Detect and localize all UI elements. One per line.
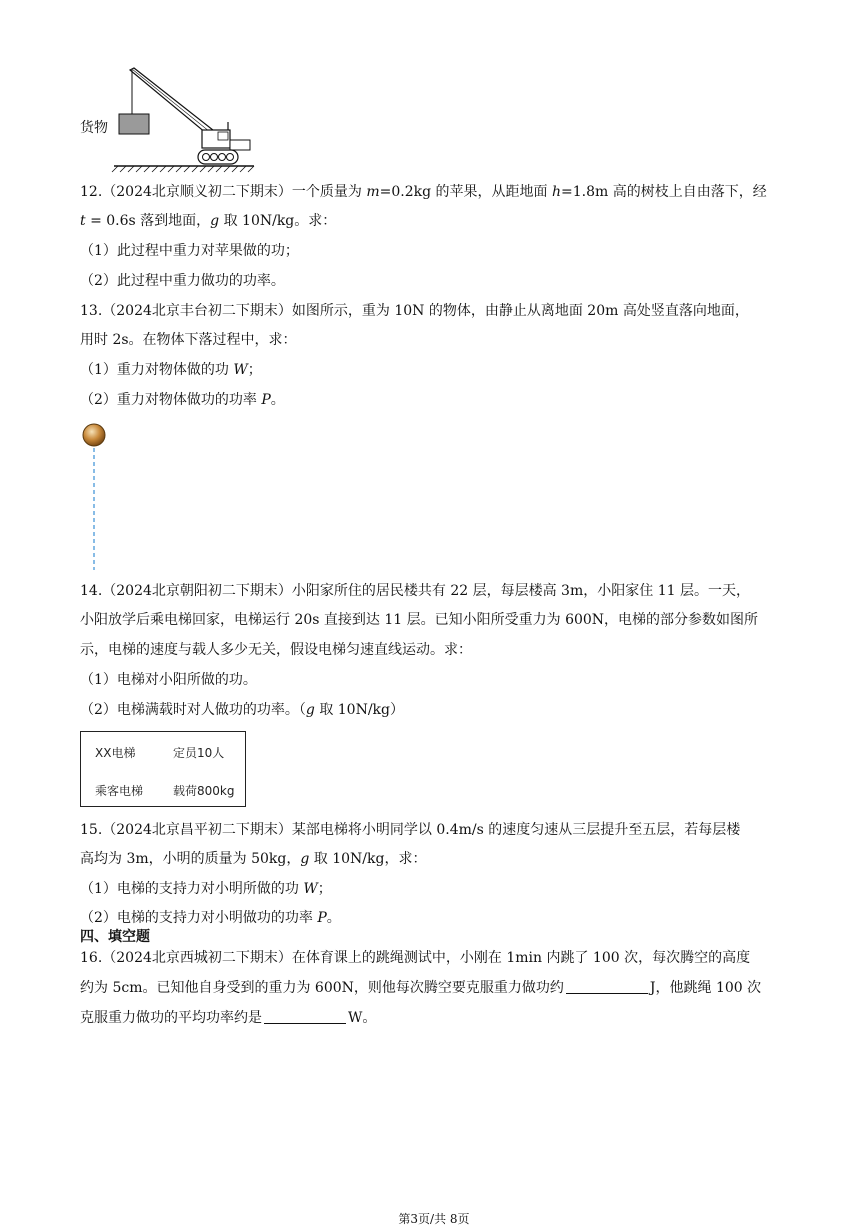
table-cell-capacity: 定员10人	[173, 746, 225, 760]
table-cell-type: 乘客电梯	[95, 784, 144, 798]
q13-sub2: （2）重力对物体做功的功率 P。	[80, 392, 285, 408]
q13-sub1: （1）重力对物体做的功 W；	[80, 362, 262, 378]
answer-blank-work[interactable]	[566, 979, 648, 994]
section-title-fill-in: 四、填空题	[80, 929, 150, 945]
q12-sub1: （1）此过程中重力对苹果做的功；	[80, 243, 299, 259]
ball-drawing	[78, 420, 110, 572]
crane-figure	[78, 64, 258, 174]
q16-line1: 16.（2024北京西城初二下期末）在体育课上的跳绳测试中，小刚在 1min 内跳了 100 次，每次腾空的高度	[80, 950, 751, 966]
cargo-label: 货物	[80, 120, 108, 136]
q14-line2: 小阳放学后乘电梯回家，电梯运行 20s 直接到达 11 层。已知小阳所受重力为 600N，电梯的部分参数如图所	[80, 612, 759, 628]
q15-sub2: （2）电梯的支持力对小明做功的功率 P。	[80, 910, 341, 926]
q15-line2: 高均为 3m，小明的质量为 50kg，g 取 10N/kg，求：	[80, 851, 427, 867]
q12-sub2: （2）此过程中重力做功的功率。	[80, 273, 285, 289]
q13-line1: 13.（2024北京丰台初二下期末）如图所示，重为 10N 的物体，由静止从离地面 20m 高处竖直落向地面，	[80, 303, 749, 319]
q14-line1: 14.（2024北京朝阳初二下期末）小阳家所住的居民楼共有 22 层，每层楼高 3m，小阳家住 11 层。一天，	[80, 583, 750, 599]
q14-line3: 示，电梯的速度与载人多少无关，假设电梯匀速直线运动。求：	[80, 642, 472, 658]
q16-line2: 约为 5cm。已知他自身受到的重力为 600N，则他每次腾空要克服重力做功约 J，他跳绳 100 次	[80, 980, 762, 996]
q13-line2: 用时 2s。在物体下落过程中，求：	[80, 332, 297, 348]
elevator-params-table	[80, 731, 246, 807]
falling-ball-figure	[78, 420, 110, 572]
page-footer: 第3页/共 8页	[398, 1212, 470, 1226]
q12-line1: 12.（2024北京顺义初二下期末）一个质量为 m=0.2kg 的苹果，从距地面 h=1.8m 高的树枝上自由落下，经	[80, 184, 767, 200]
q15-line1: 15.（2024北京昌平初二下期末）某部电梯将小明同学以 0.4m/s 的速度匀速从三层提升至五层，若每层楼	[80, 822, 741, 838]
table-cell-load: 载荷800kg	[173, 784, 235, 798]
table-cell-model: XX电梯	[95, 746, 136, 760]
answer-blank-power[interactable]	[264, 1009, 346, 1024]
q15-sub1: （1）电梯的支持力对小明所做的功 W；	[80, 881, 332, 897]
q14-sub2: （2）电梯满载时对人做功的功率。（g 取 10N/kg）	[80, 702, 405, 718]
q14-sub1: （1）电梯对小阳所做的功。	[80, 672, 257, 688]
q16-line3: 克服重力做功的平均功率约是 W。	[80, 1010, 377, 1026]
q12-line2: t = 0.6s 落到地面，g 取 10N/kg。求：	[80, 213, 337, 229]
